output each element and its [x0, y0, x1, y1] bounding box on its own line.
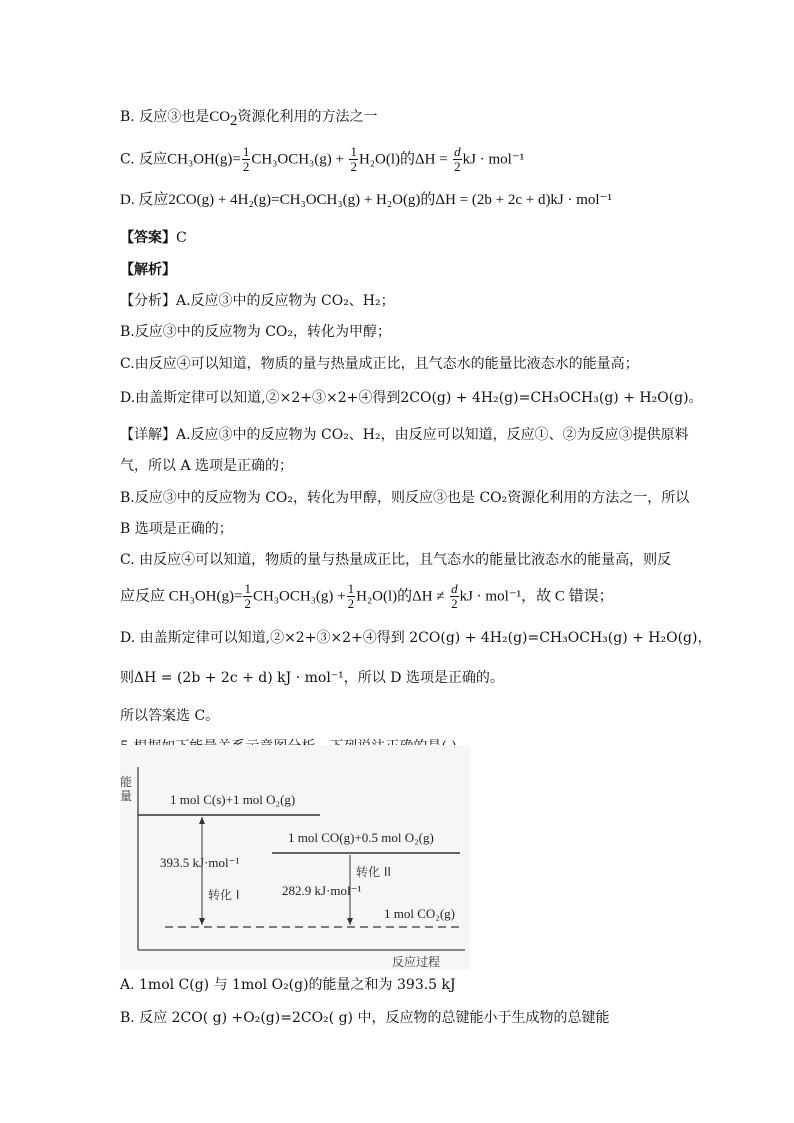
- detail-c2-frac-2: $\frac{1}{2}$: [347, 581, 355, 611]
- detail-c2-frac-d: $\frac{d}{2}$: [451, 581, 458, 611]
- value-2-label: 282.9 kJ·mol⁻¹: [282, 883, 362, 898]
- option-c-prefix: C. 反应: [120, 151, 168, 168]
- answer-label: 【答案】: [120, 230, 176, 246]
- x-axis-label: 反应过程: [392, 955, 441, 969]
- y-axis-label: 能量: [120, 775, 133, 803]
- option-b-suffix: 资源化利用的方法之一: [237, 109, 378, 125]
- option-d: D. 反应2CO(g) + 4H₂(g)=CH₃OCH₃(g) + H₂O(g)的ΔH = (2b + 2c + d)kJ · mol⁻¹: [120, 192, 613, 208]
- detail-b2: B 选项是正确的；: [120, 521, 233, 537]
- detail-c2: [120, 582, 614, 611]
- level-1-label: 1 mol C(s)+1 mol O₂(g): [170, 792, 296, 807]
- option-c-eq-mid: CH₃OCH₃(g) +: [251, 151, 344, 168]
- detail-b1: B.反应③中的反应物为 CO₂，转化为甲醇，则反应③也是 CO₂资源化利用的方法之一，所以: [120, 490, 690, 506]
- energy-diagram: [120, 745, 470, 970]
- fenxi-d: D.由盖斯定律可以知道,②×2+③×2+④得到2CO(g) + 4H₂(g)=CH₃OCH₃(g) + H₂O(g)。: [120, 390, 703, 406]
- detail-c2-mid: CH₃OCH₃(g) +: [252, 588, 346, 605]
- answer: [120, 228, 187, 248]
- option-c: [120, 145, 524, 174]
- value-1-label: 393.5 kJ·mol⁻¹: [160, 855, 240, 870]
- detail-d1: D. 由盖斯定律可以知道,②×2+③×2+④得到 2CO(g) + 4H₂(g)=CH₃OCH₃(g) + H₂O(g)，: [120, 630, 712, 646]
- option-b-co2: CO: [209, 109, 231, 125]
- detail-c2-unit: kJ · mol⁻¹，故 C 错误；: [459, 588, 614, 605]
- fenxi-b: B.反应③中的反应物为 CO₂，转化为甲醇；: [120, 324, 391, 340]
- level-3-label: 1 mol CO₂(g): [384, 906, 455, 921]
- q5-option-b: B. 反应 2CO( g) +O₂(g)=2CO₂( g) 中，反应物的总键能小于生成物的总键能: [120, 1010, 610, 1026]
- q5-option-a: A. 1mol C(g) 与 1mol O₂(g)的能量之和为 393.5 kJ: [120, 977, 456, 993]
- level-2-label: 1 mol CO(g)+0.5 mol O₂(g): [288, 830, 434, 845]
- detail-a1: 【详解】A.反应③中的反应物为 CO₂、H₂，由反应可以知道，反应①、②为反应③提供原料: [120, 427, 689, 443]
- detail-c2-prefix: 应反应 CH₃OH(g)=: [120, 588, 243, 605]
- detail-conclusion: 所以答案选 C。: [120, 708, 220, 724]
- detail-c1: C. 由反应④可以知道，物质的量与热量成正比，且气态水的能量比液态水的能量高，则反: [120, 552, 672, 568]
- fenxi-c: C.由反应④可以知道，物质的量与热量成正比，且气态水的能量比液态水的能量高；: [120, 356, 639, 372]
- detail-d2: 则ΔH = (2b + 2c + d) kJ · mol⁻¹，所以 D 选项是正确的。: [120, 670, 504, 686]
- option-b-sub: 2: [230, 112, 238, 129]
- fenxi-a: 【分析】A.反应③中的反应物为 CO₂、H₂；: [120, 293, 395, 309]
- option-c-eq-right: H₂O(l)的ΔH =: [358, 151, 448, 168]
- answer-value: C: [176, 230, 187, 246]
- option-b-prefix: B. 反应③也是: [120, 109, 210, 125]
- step-2-label: 转化 II: [356, 865, 391, 879]
- option-b: [120, 107, 378, 131]
- analysis-label: 【解析】: [120, 262, 176, 278]
- option-c-unit: kJ · mol⁻¹: [462, 151, 525, 168]
- step-1-label: 转化 I: [208, 888, 240, 902]
- option-c-frac-half: $\frac{1}{2}$: [242, 144, 250, 174]
- option-c-frac-half-2: $\frac{1}{2}$: [350, 144, 357, 174]
- option-c-eq-left: CH₃OH(g)=: [167, 151, 241, 168]
- detail-c2-right: H₂O(l)的ΔH ≠: [356, 588, 445, 605]
- option-c-frac-d: $\frac{d}{2}$: [454, 144, 461, 174]
- detail-a2: 气，所以 A 选项是正确的；: [120, 458, 294, 474]
- detail-c2-frac-1: $\frac{1}{2}$: [244, 581, 251, 611]
